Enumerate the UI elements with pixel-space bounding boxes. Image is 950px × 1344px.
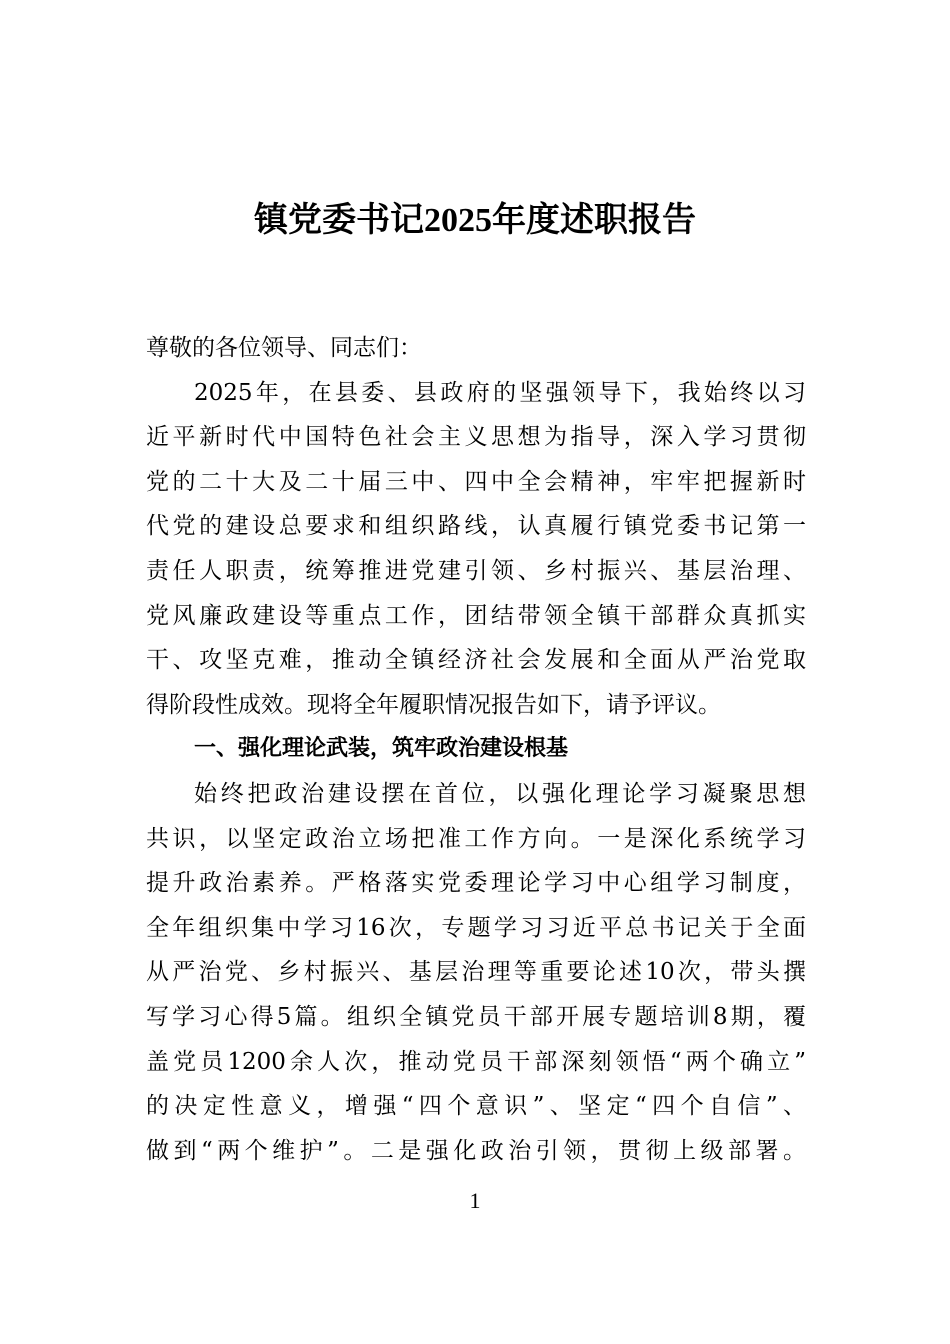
document-body bbox=[146, 326, 806, 1173]
document-title: 镇党委书记2025年度述职报告 bbox=[254, 202, 696, 239]
page-number: 1 bbox=[469, 1188, 481, 1213]
text-line: 提升政治素养。严格落实党委理论学习中心组学习制度， bbox=[146, 870, 806, 897]
paragraph bbox=[146, 772, 806, 1173]
text-line: 始终把政治建设摆在首位，以强化理论学习凝聚思想 bbox=[194, 780, 806, 807]
text-line: 一、强化理论武装，筑牢政治建设根基 bbox=[194, 736, 569, 762]
text-line: 代党的建设总要求和组织路线，认真履行镇党委书记第一 bbox=[146, 513, 806, 540]
text-line: 2025年，在县委、县政府的坚强领导下，我始终以习 bbox=[194, 379, 806, 406]
text-line: 从严治党、乡村振兴、基层治理等重要论述10次，带头撰 bbox=[146, 959, 806, 986]
text-line: 责任人职责，统筹推进党建引领、乡村振兴、基层治理、 bbox=[146, 557, 806, 584]
text-line: 尊敬的各位领导、同志们： bbox=[146, 335, 422, 361]
text-line: 写学习心得5篇。组织全镇党员干部开展专题培训8期，覆 bbox=[146, 1003, 806, 1030]
text-line: 全年组织集中学习16次，专题学习习近平总书记关于全面 bbox=[146, 914, 806, 941]
text-line: 的决定性意义，增强“四个意识”、坚定“四个自信”、 bbox=[146, 1093, 806, 1120]
text-line: 党的二十大及二十届三中、四中全会精神，牢牢把握新时 bbox=[146, 468, 806, 495]
text-line: 做到“两个维护”。二是强化政治引领，贯彻上级部署。 bbox=[146, 1137, 806, 1164]
text-line: 近平新时代中国特色社会主义思想为指导，深入学习贯彻 bbox=[146, 424, 806, 451]
text-line: 共识，以坚定政治立场把准工作方向。一是深化系统学习 bbox=[146, 825, 806, 852]
text-line: 干、攻坚克难，推动全镇经济社会发展和全面从严治党取 bbox=[146, 647, 806, 674]
salutation bbox=[146, 326, 806, 371]
text-line: 党风廉政建设等重点工作，团结带领全镇干部群众真抓实 bbox=[146, 602, 806, 629]
section-heading bbox=[146, 727, 806, 772]
paragraph bbox=[146, 371, 806, 728]
text-line: 得阶段性成效。现将全年履职情况报告如下，请予评议。 bbox=[146, 691, 721, 718]
text-line: 盖党员1200余人次，推动党员干部深刻领悟“两个确立” bbox=[146, 1048, 806, 1075]
